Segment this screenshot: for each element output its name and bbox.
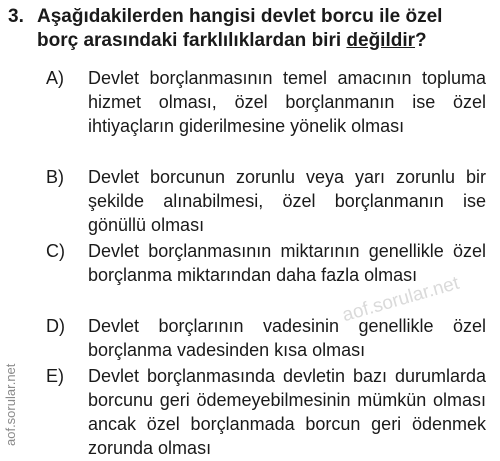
option-text: Devlet borçlanmasının temel amacının topluma hizmet olması, özel borçlanmanın ise özel ihtiyaçların giderilmesine yönelik olması [88,68,486,136]
watermark-center: aof.sorular.net [340,272,462,327]
question-emphasis: değildir [346,30,416,51]
option-text: Devlet borçlanmasının miktarının genellikle özel borçlanma miktarından daha fazla olması [88,241,486,285]
option-c[interactable] [46,239,486,287]
option-letter: D) [46,316,65,336]
option-letter: C) [46,241,65,261]
option-b[interactable] [46,165,486,237]
option-a[interactable] [46,66,486,138]
question-stem [37,5,482,53]
option-text: Devlet borçlanmasında devletin bazı durumlarda borcunu geri ödemeyebilmesinin mümkün olması ancak özel borçlanmada borcun geri ödenmek zorunda olması [88,366,486,458]
option-letter: B) [46,167,64,187]
question-text: Aşağıdakilerden hangisi devlet borcu ile özel borç arasındaki farklılıklardan biri [37,6,443,51]
option-letter: A) [46,68,64,88]
option-d[interactable] [46,314,486,362]
question-mark: ? [415,30,427,51]
option-text: Devlet borcunun zorunlu veya yarı zorunlu bir şekilde alınabilmesi, özel borçlanmanın ise gönüllü olması [88,167,486,235]
watermark-side: aof.sorular.net [3,363,18,446]
option-letter: E) [46,366,64,386]
option-e[interactable] [46,364,486,460]
question-number: 3. [8,6,24,27]
option-text: Devlet borçlarının vadesinin genellikle özel borçlanma vadesinden kısa olması [88,316,486,360]
